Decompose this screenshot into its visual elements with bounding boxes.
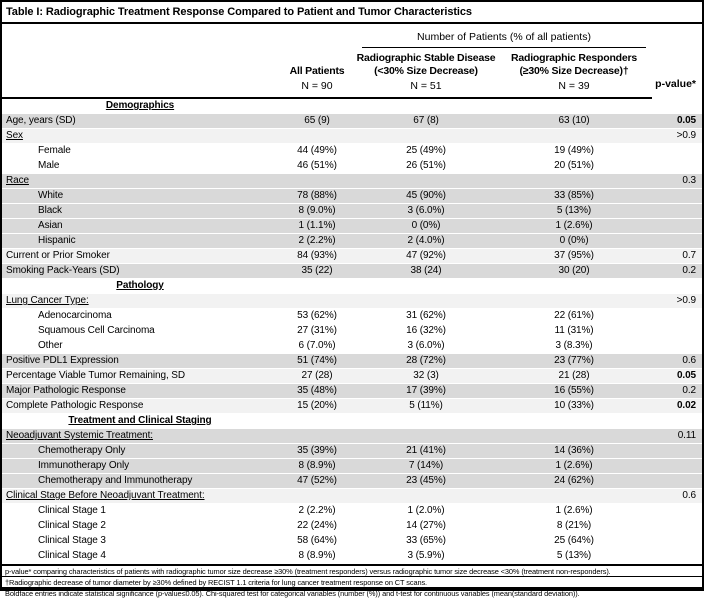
p-value (652, 159, 702, 174)
row-label-cell (2, 369, 278, 384)
row-label-cell (2, 234, 278, 249)
empty-cell (278, 98, 356, 114)
p-value (652, 219, 702, 234)
characteristics-table (2, 24, 702, 564)
table-row (2, 534, 702, 549)
empty-cell (2, 78, 278, 98)
table-row (2, 159, 702, 174)
row-label: Squamous Cell Carcinoma (38, 325, 155, 336)
all-patients-value: 47 (52%) (278, 474, 356, 489)
p-value (652, 339, 702, 354)
stable-disease-value: 5 (11%) (356, 399, 496, 414)
p-value: 0.3 (652, 174, 702, 189)
all-patients-value (278, 429, 356, 444)
all-patients-value: 8 (8.9%) (278, 459, 356, 474)
footnote-recist: †Radiographic decrease of tumor diameter by ≥30% defined by RECIST 1.1 criteria for lung cancer treatment response on CT scans. (2, 577, 702, 588)
section-label (2, 98, 278, 114)
all-patients-value: 35 (39%) (278, 444, 356, 459)
row-label: Chemotherapy and Immunotherapy (38, 475, 193, 486)
row-label: Positive PDL1 Expression (6, 355, 119, 366)
responders-value: 20 (51%) (496, 159, 652, 174)
empty-cell (356, 414, 496, 429)
stable-disease-value: 2 (4.0%) (356, 234, 496, 249)
row-label: Clinical Stage 3 (38, 535, 106, 546)
stable-disease-value: 3 (6.0%) (356, 339, 496, 354)
footnote-pvalue: p-value* comparing characteristics of patients with radiographic tumor size decrease ≥30% (treatment responders) versus radiographic tumor size decrease <30% (treatment non-responders). (2, 566, 702, 577)
responders-value: 22 (61%) (496, 309, 652, 324)
span-header-cell (356, 24, 652, 48)
row-label-cell (2, 429, 278, 444)
table-row (2, 444, 702, 459)
span-header-row (2, 24, 702, 48)
footnotes (2, 564, 702, 599)
stable-disease-value: 3 (6.0%) (356, 204, 496, 219)
all-patients-value: 2 (2.2%) (278, 234, 356, 249)
all-patients-value: 44 (49%) (278, 144, 356, 159)
all-patients-value: 78 (88%) (278, 189, 356, 204)
all-patients-value: 8 (9.0%) (278, 204, 356, 219)
responders-value: 21 (28) (496, 369, 652, 384)
table-row (2, 174, 702, 189)
row-label-cell (2, 174, 278, 189)
stable-disease-value: 32 (3) (356, 369, 496, 384)
table-row (2, 489, 702, 504)
stable-disease-value: 25 (49%) (356, 144, 496, 159)
p-value (652, 309, 702, 324)
p-value (652, 504, 702, 519)
column-sublabel: (≥30% Size Decrease)† (519, 65, 629, 77)
responders-value: 0 (0%) (496, 234, 652, 249)
responders-value: 5 (13%) (496, 549, 652, 564)
p-value (652, 234, 702, 249)
responders-value: 63 (10) (496, 114, 652, 129)
all-patients-value: 2 (2.2%) (278, 504, 356, 519)
row-label-cell (2, 114, 278, 129)
row-label-cell (2, 309, 278, 324)
responders-value: 1 (2.6%) (496, 459, 652, 474)
stable-disease-value: 38 (24) (356, 264, 496, 279)
p-value (652, 444, 702, 459)
row-label-cell (2, 474, 278, 489)
all-patients-value: 53 (62%) (278, 309, 356, 324)
p-value (652, 519, 702, 534)
table-row (2, 474, 702, 489)
stable-disease-value: 33 (65%) (356, 534, 496, 549)
p-value (652, 549, 702, 564)
responders-value: 16 (55%) (496, 384, 652, 399)
stable-disease-value: 45 (90%) (356, 189, 496, 204)
all-patients-value: 1 (1.1%) (278, 219, 356, 234)
responders-value: 19 (49%) (496, 144, 652, 159)
p-value (652, 204, 702, 219)
table-row (2, 459, 702, 474)
stable-disease-value: 16 (32%) (356, 324, 496, 339)
empty-cell (652, 279, 702, 294)
stable-disease-value: 67 (8) (356, 114, 496, 129)
row-label: Female (38, 145, 71, 156)
table-row (2, 369, 702, 384)
table-row (2, 384, 702, 399)
all-patients-value: 22 (24%) (278, 519, 356, 534)
empty-cell (278, 414, 356, 429)
row-label: Immunotherapy Only (38, 460, 130, 471)
p-value: 0.05 (652, 369, 702, 384)
empty-cell (496, 98, 652, 114)
all-patients-value: 27 (28) (278, 369, 356, 384)
section-row (2, 279, 702, 294)
row-label: Male (38, 160, 60, 171)
row-label: Sex (6, 130, 23, 141)
responders-column-header (496, 48, 652, 78)
all-patients-value: 46 (51%) (278, 159, 356, 174)
row-label-cell (2, 204, 278, 219)
p-value: >0.9 (652, 294, 702, 309)
all-patients-value: 27 (31%) (278, 324, 356, 339)
row-label-cell (2, 459, 278, 474)
table-row (2, 144, 702, 159)
table-row (2, 354, 702, 369)
row-label: White (38, 190, 64, 201)
responders-n: N = 39 (496, 78, 652, 98)
responders-value (496, 174, 652, 189)
responders-value: 33 (85%) (496, 189, 652, 204)
section-row (2, 414, 702, 429)
section-label-text: Treatment and Clinical Staging (68, 415, 212, 426)
table-header (2, 24, 702, 98)
responders-value: 30 (20) (496, 264, 652, 279)
row-label-cell (2, 264, 278, 279)
stable-disease-value: 7 (14%) (356, 459, 496, 474)
stable-disease-value: 1 (2.0%) (356, 504, 496, 519)
responders-value: 1 (2.6%) (496, 504, 652, 519)
row-label-cell (2, 534, 278, 549)
table-row (2, 264, 702, 279)
stable-disease-value (356, 174, 496, 189)
row-label-cell (2, 294, 278, 309)
responders-value (496, 429, 652, 444)
empty-cell (356, 279, 496, 294)
row-label-cell (2, 324, 278, 339)
p-value: 0.02 (652, 399, 702, 414)
row-label-cell (2, 159, 278, 174)
p-value (652, 189, 702, 204)
table-row (2, 234, 702, 249)
row-label: Clinical Stage 2 (38, 520, 106, 531)
table-row (2, 429, 702, 444)
responders-value: 5 (13%) (496, 204, 652, 219)
n-count-row (2, 78, 702, 98)
row-label: Hispanic (38, 235, 76, 246)
row-label-cell (2, 354, 278, 369)
all-patients-value: 35 (48%) (278, 384, 356, 399)
p-value (652, 534, 702, 549)
all-patients-value (278, 129, 356, 144)
stable-disease-value (356, 429, 496, 444)
table-row (2, 129, 702, 144)
empty-cell (2, 24, 278, 48)
row-label: Other (38, 340, 63, 351)
row-label: Lung Cancer Type: (6, 295, 89, 306)
table-row (2, 114, 702, 129)
table-row (2, 519, 702, 534)
p-value: 0.05 (652, 114, 702, 129)
table-row (2, 294, 702, 309)
p-value (652, 459, 702, 474)
all-patients-value (278, 489, 356, 504)
row-label: Complete Pathologic Response (6, 400, 144, 411)
responders-value: 8 (21%) (496, 519, 652, 534)
stable-disease-value (356, 129, 496, 144)
all-patients-value: 51 (74%) (278, 354, 356, 369)
table-row (2, 324, 702, 339)
table-row (2, 339, 702, 354)
table-row (2, 309, 702, 324)
all-patients-value: 58 (64%) (278, 534, 356, 549)
row-label: Race (6, 175, 29, 186)
all-patients-value (278, 294, 356, 309)
p-value: 0.2 (652, 264, 702, 279)
responders-value: 24 (62%) (496, 474, 652, 489)
section-row (2, 98, 702, 114)
table-row (2, 549, 702, 564)
responders-value (496, 294, 652, 309)
row-label: Clinical Stage 4 (38, 550, 106, 561)
section-label (2, 279, 278, 294)
p-value: 0.2 (652, 384, 702, 399)
table-row (2, 204, 702, 219)
p-value: >0.9 (652, 129, 702, 144)
responders-value: 23 (77%) (496, 354, 652, 369)
all-patients-value: 65 (9) (278, 114, 356, 129)
stable-disease-value: 3 (5.9%) (356, 549, 496, 564)
empty-cell (356, 98, 496, 114)
responders-value (496, 129, 652, 144)
p-value: 0.7 (652, 249, 702, 264)
responders-value: 3 (8.3%) (496, 339, 652, 354)
row-label: Percentage Viable Tumor Remaining, SD (6, 370, 185, 381)
column-header-row (2, 48, 702, 78)
row-label: Smoking Pack-Years (SD) (6, 265, 120, 276)
all-patients-value: 84 (93%) (278, 249, 356, 264)
p-value (652, 474, 702, 489)
section-label-text: Demographics (105, 100, 175, 111)
responders-value: 14 (36%) (496, 444, 652, 459)
responders-value: 11 (31%) (496, 324, 652, 339)
empty-cell (496, 414, 652, 429)
responders-value: 1 (2.6%) (496, 219, 652, 234)
p-value (652, 324, 702, 339)
row-label: Neoadjuvant Systemic Treatment: (6, 430, 153, 441)
empty-cell (278, 24, 356, 48)
all-patients-value: 35 (22) (278, 264, 356, 279)
all-patients-column-header (278, 48, 356, 78)
row-label: Chemotherapy Only (38, 445, 126, 456)
stable-disease-value (356, 489, 496, 504)
row-label-cell (2, 504, 278, 519)
row-label: Current or Prior Smoker (6, 250, 110, 261)
span-header-label: Number of Patients (% of all patients) (362, 24, 646, 48)
table-row (2, 504, 702, 519)
column-label: All Patients (289, 65, 345, 77)
all-patients-value: 15 (20%) (278, 399, 356, 414)
stable-disease-value: 23 (45%) (356, 474, 496, 489)
empty-cell (2, 48, 278, 78)
stable-disease-column-header (356, 48, 496, 78)
stable-disease-value: 14 (27%) (356, 519, 496, 534)
table-title: Table I: Radiographic Treatment Response Compared to Patient and Tumor Characteristics (2, 2, 702, 24)
row-label-cell (2, 399, 278, 414)
row-label-cell (2, 519, 278, 534)
responders-value: 37 (95%) (496, 249, 652, 264)
row-label-cell (2, 444, 278, 459)
all-patients-value (278, 174, 356, 189)
all-patients-n: N = 90 (278, 78, 356, 98)
p-value: 0.11 (652, 429, 702, 444)
column-sublabel: (<30% Size Decrease) (374, 65, 478, 77)
row-label-cell (2, 129, 278, 144)
row-label-cell (2, 384, 278, 399)
row-label-cell (2, 189, 278, 204)
table-body (2, 98, 702, 564)
row-label: Clinical Stage Before Neoadjuvant Treatment: (6, 490, 205, 501)
table-row (2, 249, 702, 264)
stable-disease-value: 26 (51%) (356, 159, 496, 174)
stable-disease-value: 47 (92%) (356, 249, 496, 264)
column-label: Radiographic Stable Disease (356, 52, 496, 64)
row-label: Adenocarcinoma (38, 310, 112, 321)
p-value: 0.6 (652, 354, 702, 369)
row-label: Asian (38, 220, 63, 231)
stable-disease-n: N = 51 (356, 78, 496, 98)
row-label-cell (2, 549, 278, 564)
responders-value (496, 489, 652, 504)
stable-disease-value: 0 (0%) (356, 219, 496, 234)
stable-disease-value: 28 (72%) (356, 354, 496, 369)
all-patients-value: 8 (8.9%) (278, 549, 356, 564)
responders-value: 25 (64%) (496, 534, 652, 549)
row-label: Age, years (SD) (6, 115, 76, 126)
table-row (2, 189, 702, 204)
row-label-cell (2, 489, 278, 504)
stable-disease-value (356, 294, 496, 309)
p-value (652, 144, 702, 159)
row-label: Black (38, 205, 62, 216)
responders-value: 10 (33%) (496, 399, 652, 414)
section-label-text: Pathology (116, 280, 164, 291)
all-patients-value: 6 (7.0%) (278, 339, 356, 354)
column-label: Radiographic Responders (510, 52, 638, 64)
empty-cell (652, 414, 702, 429)
row-label-cell (2, 339, 278, 354)
stable-disease-value: 21 (41%) (356, 444, 496, 459)
p-value: 0.6 (652, 489, 702, 504)
row-label: Clinical Stage 1 (38, 505, 106, 516)
row-label: Major Pathologic Response (6, 385, 126, 396)
table-row (2, 219, 702, 234)
empty-cell (496, 279, 652, 294)
empty-cell (652, 98, 702, 114)
p-value-column-header: p-value* (655, 78, 697, 90)
stable-disease-value: 31 (62%) (356, 309, 496, 324)
stable-disease-value: 17 (39%) (356, 384, 496, 399)
table-row (2, 399, 702, 414)
row-label-cell (2, 144, 278, 159)
empty-cell (278, 279, 356, 294)
section-label (2, 414, 278, 429)
row-label-cell (2, 249, 278, 264)
footnote-boldface: Boldface entries indicate statistical significance (p-value≤0.05). Chi-squared test for categorical variables (number (%)) and t-test for continuous variables (mean(standard deviation)). (5, 588, 580, 598)
row-label-cell (2, 219, 278, 234)
